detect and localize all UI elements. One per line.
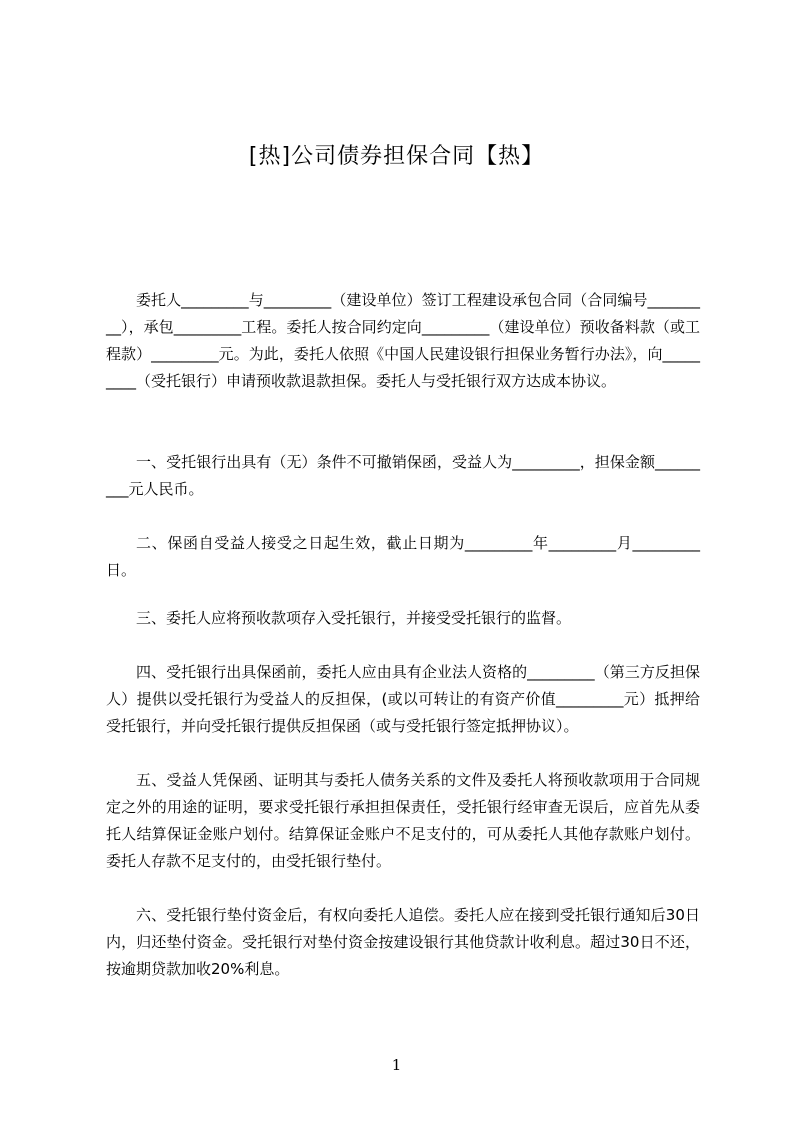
clause-2-paragraph: 二、保函自受益人接受之日起生效，截止日期为_________年_________月_________日。: [106, 534, 700, 579]
clause-5-paragraph: 五、受益人凭保函、证明其与委托人债务关系的文件及委托人将预收款项用于合同规定之外的用途的证明，要求受托银行承担担保责任，受托银行经审查无误后，应首先从委托人结算保证金账户划付。结算保证金账户不足支付的，可从委托人其他存款账户划付。委托人存款不足支付的，由受托银行垫付。: [106, 771, 700, 870]
preamble-paragraph: 委托人_________与_________（建设单位）签订工程建设承包合同（合同编号_________），承包_________工程。委托人按合同约定向_________（建设单位）预收备料款（或工程款）_________元。为此，委托人依照《中国人民建设银行担保业务暂行办法》，向_________（受托银行）申请预收款退款担保。委托人与受托银行双方达成本协议。: [106, 291, 700, 390]
clause-4-paragraph: 四、受托银行出具保函前，委托人应由具有企业法人资格的_________（第三方反担保人）提供以受托银行为受益人的反担保，(或以可转让的有资产价值_________元）抵押给受托银行，并向受托银行提供反担保函（或与受托银行签定抵押协议）。: [106, 663, 700, 735]
clause-1-paragraph: 一、受托银行出具有（无）条件不可撤销保函，受益人为_________，担保金额_________元人民币。: [106, 453, 700, 498]
clause-6-paragraph: 六、受托银行垫付资金后，有权向委托人追偿。委托人应在接到受托银行通知后30日内，归还垫付资金。受托银行对垫付资金按建设银行其他贷款计收利息。超过30日不还，按逾期贷款加收20%利息。: [106, 906, 700, 978]
document-title: [热]公司债券担保合同【热】: [248, 144, 545, 169]
clause-3-paragraph: 三、委托人应将预收款项存入受托银行，并接受受托银行的监督。: [136, 609, 572, 627]
page-number: 1: [391, 1056, 402, 1074]
